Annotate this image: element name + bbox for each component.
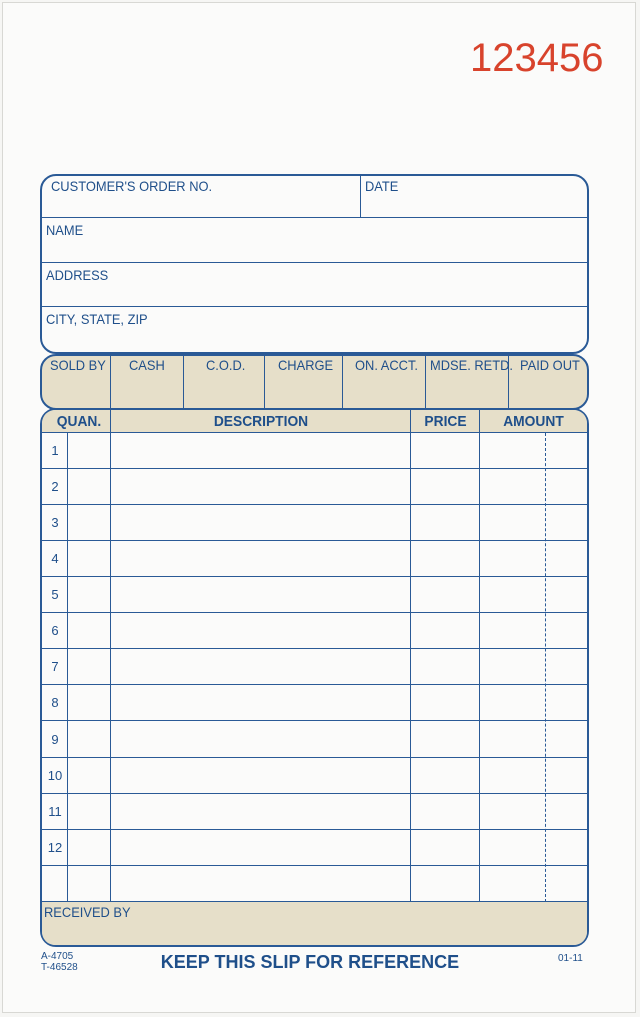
items-table (40, 408, 589, 947)
form-code-2: T-46528 (41, 962, 78, 973)
name-label: NAME (46, 222, 84, 238)
paid-out-label: PAID OUT (520, 357, 580, 373)
cash-label: CASH (129, 357, 165, 373)
date-label: DATE (365, 178, 399, 194)
city-state-zip-label: CITY, STATE, ZIP (46, 311, 148, 327)
row-number: 2 (51, 479, 59, 494)
received-by-label: RECEIVED BY (44, 904, 131, 920)
row-number: 10 (47, 768, 63, 783)
cod-label: C.O.D. (206, 357, 246, 373)
row-number: 4 (51, 551, 59, 566)
serial-number: 123456 (470, 36, 604, 80)
keep-slip-notice: KEEP THIS SLIP FOR REFERENCE (160, 952, 460, 972)
address-label: ADDRESS (46, 267, 109, 283)
row-number: 1 (51, 443, 59, 458)
customer-info-box (40, 174, 589, 354)
quan-header: QUAN. (56, 413, 102, 430)
sold-by-label: SOLD BY (50, 357, 106, 373)
amount-header: AMOUNT (503, 413, 564, 430)
row-number: 12 (47, 840, 63, 855)
row-number: 6 (51, 623, 59, 638)
customer-order-no-label: CUSTOMER'S ORDER NO. (51, 178, 213, 194)
description-header: DESCRIPTION (213, 413, 309, 430)
revision-code: 01-11 (558, 953, 583, 964)
on-acct-label: ON. ACCT. (355, 357, 418, 373)
row-number: 11 (48, 804, 62, 819)
charge-label: CHARGE (278, 357, 334, 373)
mdse-retd-label: MDSE. RETD. (430, 357, 514, 373)
price-header: PRICE (424, 413, 467, 430)
row-number: 3 (51, 515, 59, 530)
row-number: 5 (51, 587, 59, 602)
row-number: 7 (51, 659, 59, 674)
row-number: 8 (51, 695, 59, 710)
form-code-1: A-4705 (41, 951, 74, 962)
row-number: 9 (51, 732, 59, 747)
